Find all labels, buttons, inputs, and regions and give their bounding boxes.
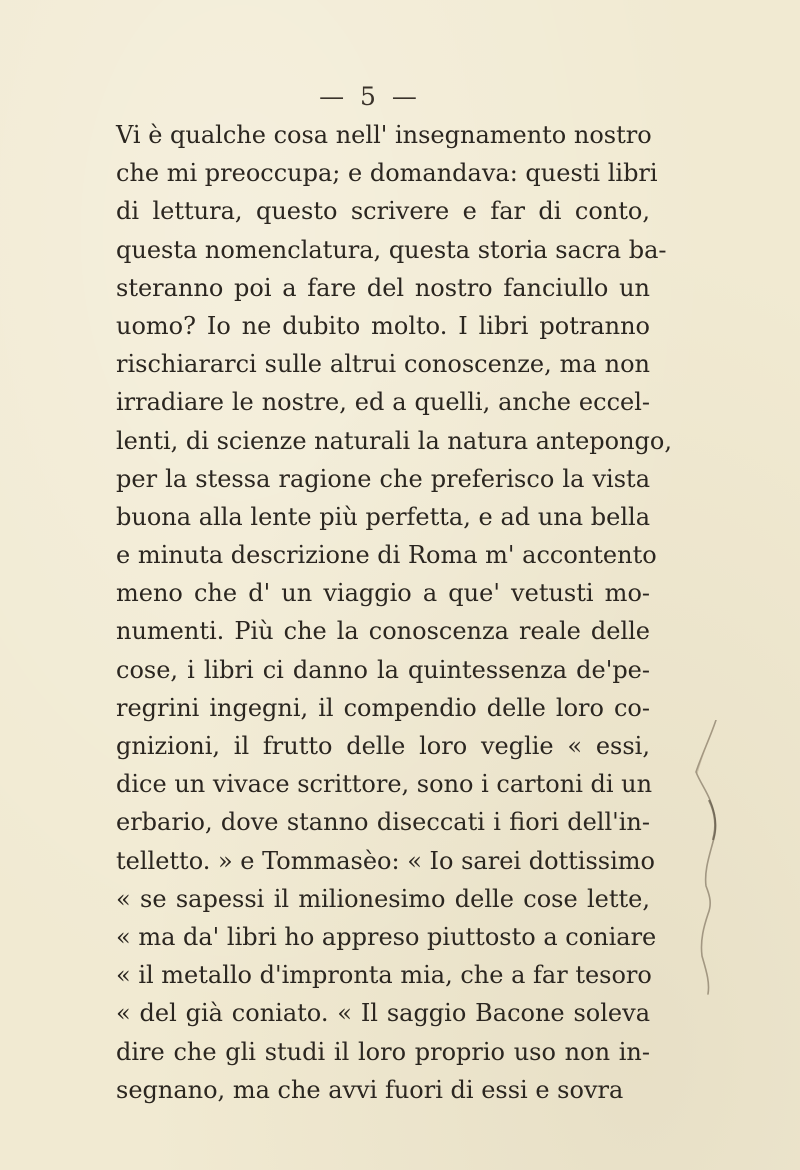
text-line-1: Vi è qualche cosa nell' insegnamento nostro xyxy=(116,121,652,149)
text-line-20: telletto. » e Tommasèo: « Io sarei dottissimo xyxy=(116,846,655,875)
text-line-12: e minuta descrizione di Roma m' accontento xyxy=(116,541,657,570)
text-line-13: meno che d' un viaggio a que' vetusti mo- xyxy=(116,579,650,608)
text-line-6: uomo? Io ne dubito molto. I libri potranno xyxy=(116,311,650,340)
text-line-25: dire che gli studi il loro proprio uso non in- xyxy=(116,1037,650,1066)
text-line-19: erbario, dove stanno diseccati i fiori dell'in- xyxy=(116,808,650,837)
margin-pencil-mark xyxy=(688,720,728,1080)
text-line-23: « il metallo d'impronta mia, che a far tesoro xyxy=(116,961,652,990)
text-line-7: rischiararci sulle altrui conoscenze, ma non xyxy=(116,350,650,379)
text-line-14: numenti. Più che la conoscenza reale delle xyxy=(116,617,650,646)
page-number: — 5 — xyxy=(319,82,421,111)
text-line-16: regrini ingegni, il compendio delle loro co- xyxy=(116,693,650,722)
text-line-15: cose, i libri ci danno la quintessenza de'pe- xyxy=(116,655,650,684)
text-line-24: « del già coniato. « Il saggio Bacone soleva xyxy=(116,999,650,1028)
text-line-17: gnizioni, il frutto delle loro veglie « essi, xyxy=(116,732,650,760)
text-line-5: steranno poi a fare del nostro fanciullo un xyxy=(116,273,650,302)
text-line-9: lenti, di scienze naturali la natura antepongo, xyxy=(116,426,672,455)
text-line-26: segnano, ma che avvi fuori di essi e sovra xyxy=(116,1075,624,1104)
text-line-8: irradiare le nostre, ed a quelli, anche eccel- xyxy=(116,388,650,417)
body-text xyxy=(116,116,672,1109)
text-line-2: che mi preoccupa; e domandava: questi libri xyxy=(116,159,658,188)
text-line-18: dice un vivace scrittore, sono i cartoni di un xyxy=(116,770,653,799)
text-line-3: di lettura, questo scrivere e far di conto, xyxy=(116,197,650,226)
text-line-22: « ma da' libri ho appreso piuttosto a coniare xyxy=(116,922,657,951)
text-line-11: buona alla lente più perfetta, e ad una bella xyxy=(116,502,650,531)
text-line-21: « se sapessi il milionesimo delle cose lette, xyxy=(116,884,650,913)
text-line-10: per la stessa ragione che preferisco la vista xyxy=(116,464,650,493)
text-line-4: questa nomenclatura, questa storia sacra ba- xyxy=(116,235,667,264)
